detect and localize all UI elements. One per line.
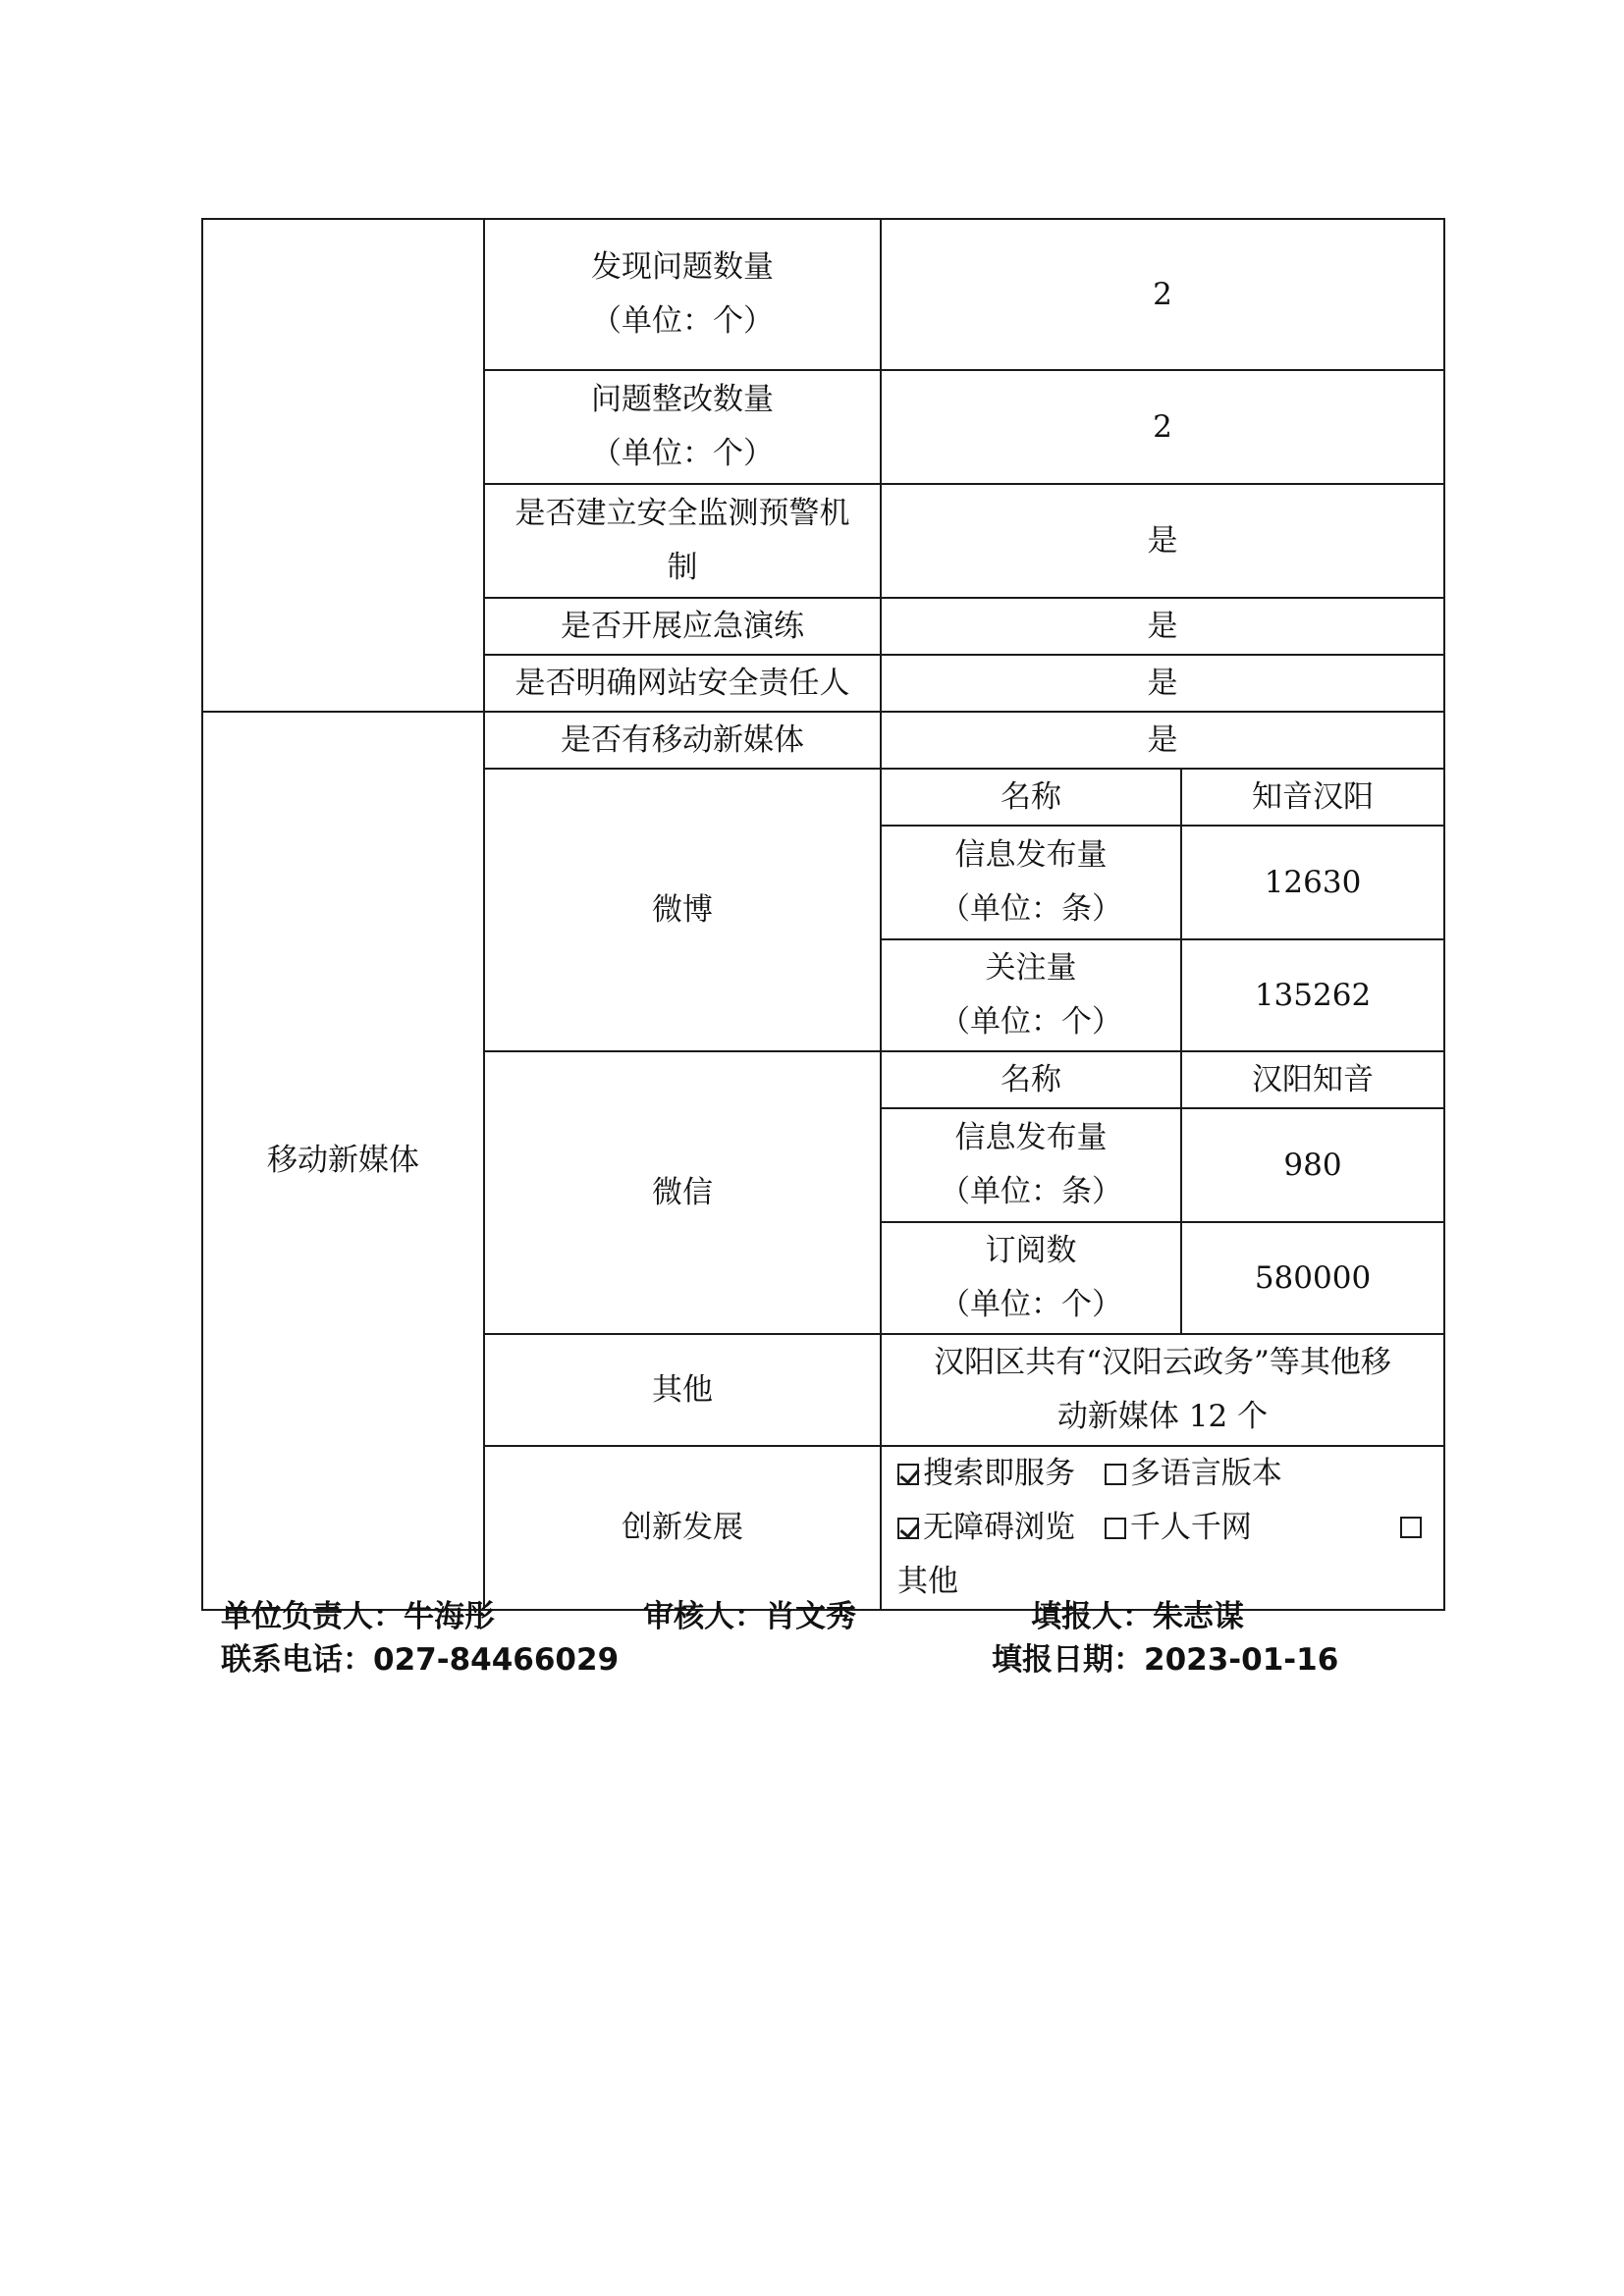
option-label: 搜索即服务	[923, 1456, 1075, 1491]
wechat-posts-label-cell	[881, 1108, 1181, 1222]
warning-label-cell	[484, 484, 881, 598]
issues-found-label-cell	[484, 219, 881, 370]
weibo-posts-label: 信息发布量	[954, 837, 1108, 873]
responsible-value: 是	[881, 655, 1444, 712]
option-multilingual[interactable]	[1105, 1456, 1282, 1491]
option-other[interactable]	[897, 1564, 958, 1599]
issues-fixed-label-cell	[484, 370, 881, 484]
issues-fixed-unit: （单位：个）	[591, 436, 774, 471]
report-table	[201, 218, 1445, 1611]
issues-found-unit: （单位：个）	[591, 303, 774, 339]
issues-fixed-label: 问题整改数量	[591, 382, 774, 417]
option-label: 多语言版本	[1129, 1456, 1282, 1491]
mobile-section-label: 移动新媒体	[202, 712, 484, 1610]
wechat-label: 微信	[484, 1051, 881, 1334]
mobile-has-value: 是	[881, 712, 1444, 769]
option-search-service[interactable]	[897, 1456, 1075, 1491]
checkbox-icon[interactable]	[1400, 1517, 1422, 1538]
option-label: 无障碍浏览	[923, 1510, 1075, 1545]
checkbox-icon[interactable]	[1105, 1518, 1126, 1539]
reviewer: 审核人：肖文秀	[643, 1599, 856, 1634]
warning-label-line1: 是否建立安全监测预警机	[514, 496, 850, 531]
wechat-subs-value: 580000	[1181, 1222, 1444, 1334]
wechat-subs-unit: （单位：个）	[940, 1287, 1122, 1322]
innovation-options	[881, 1446, 1444, 1610]
wechat-name-label: 名称	[881, 1051, 1181, 1108]
wechat-name-value: 汉阳知音	[1181, 1051, 1444, 1108]
weibo-label: 微博	[484, 769, 881, 1051]
issues-fixed-value: 2	[881, 370, 1444, 484]
phone: 联系电话：027-84466029	[221, 1642, 620, 1678]
option-personalized[interactable]	[1105, 1510, 1252, 1545]
mobile-other-label: 其他	[484, 1334, 881, 1446]
filler: 填报人：朱志谋	[1031, 1599, 1244, 1634]
weibo-followers-label: 关注量	[985, 950, 1077, 986]
warning-label-line2: 制	[667, 550, 698, 585]
fill-date: 填报日期：2023-01-16	[992, 1642, 1339, 1678]
mobile-other-value-cell	[881, 1334, 1444, 1446]
weibo-posts-unit: （单位：条）	[940, 891, 1122, 927]
footer-row-2	[221, 1638, 1350, 1682]
responsible-label: 是否明确网站安全责任人	[484, 655, 881, 712]
wechat-posts-value: 980	[1181, 1108, 1444, 1222]
weibo-followers-label-cell	[881, 939, 1181, 1051]
weibo-posts-label-cell	[881, 826, 1181, 939]
checkbox-icon[interactable]	[897, 1464, 919, 1485]
option-accessibility[interactable]	[897, 1510, 1075, 1545]
weibo-followers-value: 135262	[1181, 939, 1444, 1051]
mobile-other-value-line1: 汉阳区共有“汉阳云政务”等其他移	[934, 1345, 1391, 1380]
option-label: 其他	[897, 1564, 958, 1599]
weibo-posts-value: 12630	[1181, 826, 1444, 939]
mobile-other-value-line2: 动新媒体 12 个	[1056, 1399, 1269, 1434]
warning-value: 是	[881, 484, 1444, 598]
innovation-section-label: 创新发展	[484, 1446, 881, 1610]
wechat-posts-label: 信息发布量	[954, 1120, 1108, 1155]
option-label: 千人千网	[1129, 1510, 1252, 1545]
wechat-subs-label-cell	[881, 1222, 1181, 1334]
issues-found-value: 2	[881, 219, 1444, 370]
footer-row-1	[221, 1595, 1350, 1638]
wechat-posts-unit: （单位：条）	[940, 1174, 1122, 1209]
wechat-subs-label: 订阅数	[985, 1233, 1077, 1268]
checkbox-icon[interactable]	[897, 1518, 919, 1539]
weibo-name-label: 名称	[881, 769, 1181, 826]
mobile-has-label: 是否有移动新媒体	[484, 712, 881, 769]
issues-found-label: 发现问题数量	[591, 249, 774, 285]
drill-value: 是	[881, 598, 1444, 655]
checkbox-icon[interactable]	[1105, 1464, 1126, 1485]
drill-label: 是否开展应急演练	[484, 598, 881, 655]
unit-head: 单位负责人：牛海彤	[221, 1599, 495, 1634]
weibo-followers-unit: （单位：个）	[940, 1004, 1122, 1040]
security-section-cell	[202, 219, 484, 712]
weibo-name-value: 知音汉阳	[1181, 769, 1444, 826]
